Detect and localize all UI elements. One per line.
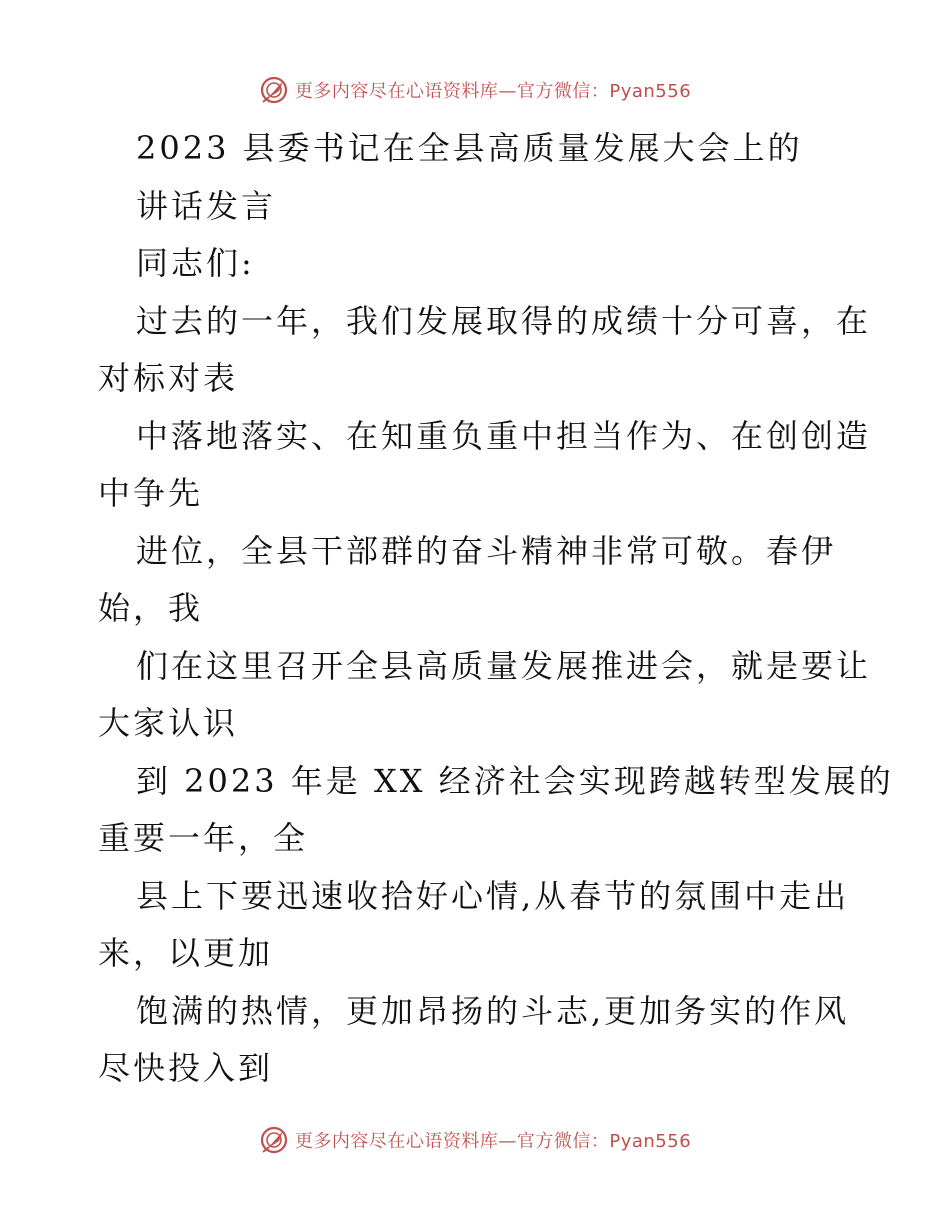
banner-text: 更多内容尽在心语资料库—官方微信：Pyan556 — [294, 81, 692, 102]
text-line: 始，我 — [98, 589, 204, 627]
text-line: 大家认识 — [98, 704, 239, 742]
text-line: 到 2023 年是 XX 经济社会实现跨越转型发展的 — [136, 761, 894, 800]
header-banner — [0, 72, 950, 108]
text-line: 们在这里召开全县高质量发展推进会，就是要让 — [136, 646, 872, 685]
text-line: 过去的一年，我们发展取得的成绩十分可喜，在 — [136, 301, 872, 340]
footer-banner — [0, 1122, 950, 1158]
text-line: 来，以更加 — [98, 934, 274, 972]
text-line: 同志们: — [136, 244, 255, 282]
text-line: 讲话发言 — [136, 186, 277, 225]
banner-text: 更多内容尽在心语资料库—官方微信：Pyan556 — [294, 1131, 692, 1152]
text-line: 饱满的热情，更加昂扬的斗志,更加务实的作风 — [136, 991, 850, 1030]
text-line: 中落地落实、在知重负重中担当作为、在创创造 — [136, 416, 872, 455]
wechat-id: Pyan556 — [609, 81, 692, 102]
document-body — [98, 120, 894, 1098]
text-line: 中争先 — [98, 474, 204, 512]
text-line: 2023 县委书记在全县高质量发展大会上的 — [136, 129, 803, 167]
quill-logo-icon — [259, 1125, 289, 1155]
quill-logo-icon — [259, 75, 289, 105]
text-line: 对标对表 — [98, 359, 239, 397]
text-line: 尽快投入到 — [98, 1049, 274, 1087]
wechat-id: Pyan556 — [609, 1131, 692, 1152]
text-line: 进位，全县干部群的奋斗精神非常可敬。春伊 — [136, 531, 837, 570]
text-line: 县上下要迅速收拾好心情,从春节的氛围中走出 — [136, 876, 850, 915]
text-line: 重要一年，全 — [98, 819, 309, 857]
